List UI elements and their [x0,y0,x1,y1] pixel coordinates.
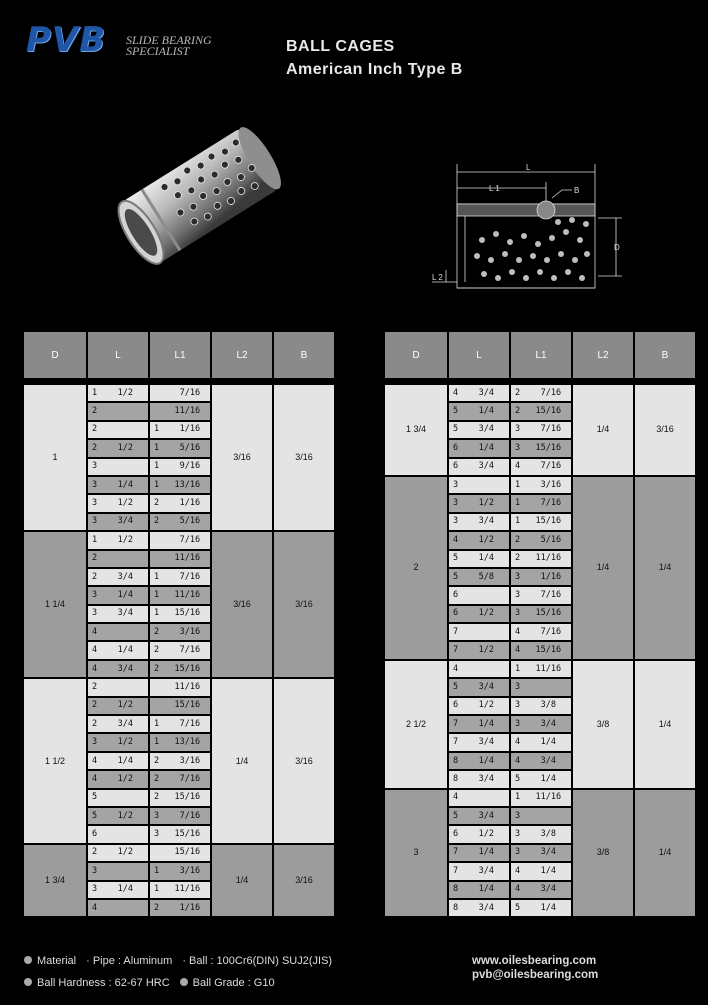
cell-l: 5 3/4 [449,422,509,438]
cell-l2: 1/4 [212,679,272,843]
cell-l: 4 3/4 [88,661,148,677]
label-B: B [574,186,580,195]
cell-l1: 1 3/16 [511,477,571,493]
material-info [24,950,332,994]
cell-l1: 4 7/16 [511,624,571,640]
logo-text: PVB [26,20,107,60]
page-subtitle: American Inch Type B [286,61,463,78]
cell-l: 7 [449,624,509,640]
cell-l2: 3/16 [212,532,272,677]
cell-l1: 2 15/16 [511,403,571,419]
cell-l1: 2 3/16 [150,753,210,769]
column-header-l: L [449,332,509,378]
column-header-b: B [635,332,695,378]
cell-l: 6 1/2 [449,606,509,622]
cell-d: 2 1/2 [385,661,447,788]
dimension-diagram [432,160,632,300]
cell-l1: 1 3/16 [150,863,210,879]
label-L1: L 1 [489,184,500,193]
table-row [385,477,695,493]
cell-d: 1 [24,385,86,530]
cell-l1: 3 7/16 [511,587,571,603]
cell-d: 1 1/4 [24,532,86,677]
cell-l1: 4 15/16 [511,642,571,658]
cell-l: 4 1/2 [449,532,509,548]
cell-b: 3/16 [274,679,334,843]
column-header-d: D [24,332,86,378]
cell-l: 2 [88,679,148,695]
cell-d: 1 3/4 [24,845,86,917]
cell-l1: 4 1/4 [511,863,571,879]
cell-l1: 1 11/16 [150,587,210,603]
cell-l: 8 3/4 [449,771,509,787]
cell-l1: 3 15/16 [150,826,210,842]
email-link[interactable]: pvb@oilesbearing.com [472,969,599,981]
cell-b: 1/4 [635,790,695,917]
cell-l: 3 1/2 [88,734,148,750]
cell-l: 3 1/4 [88,882,148,898]
cell-d: 1 1/2 [24,679,86,843]
cell-l: 8 3/4 [449,900,509,916]
cell-l1: 1 7/16 [150,716,210,732]
cell-l: 2 [88,551,148,567]
cell-l1: 3 1/16 [511,569,571,585]
ball-material: · Ball : 100Cr6(DIN) SUJ2(JIS) [182,955,333,967]
cell-l: 6 1/2 [449,826,509,842]
cell-l1: 2 1/16 [150,900,210,916]
cell-l1: 1 11/16 [511,790,571,806]
label-L2: L 2 [432,273,443,282]
cell-l: 6 3/4 [449,459,509,475]
cell-l1: 2 7/16 [511,385,571,401]
table-row [24,385,334,401]
cell-l: 5 3/4 [449,679,509,695]
cell-l1: 3 3/8 [511,826,571,842]
cell-l1: 15/16 [150,845,210,861]
cell-l: 4 1/4 [88,753,148,769]
cell-l: 5 1/2 [88,808,148,824]
cell-b: 1/4 [635,661,695,788]
row-spacer [24,380,334,383]
cell-l1: 1 7/16 [150,569,210,585]
cell-l: 7 3/4 [449,863,509,879]
column-header-l1: L1 [150,332,210,378]
cell-l: 5 [88,790,148,806]
cell-l: 3 [88,863,148,879]
cell-l2: 1/4 [212,845,272,917]
column-header-l: L [88,332,148,378]
cell-l: 4 1/4 [88,642,148,658]
cell-b: 1/4 [635,477,695,659]
spacer-cell [24,380,334,383]
spec-table-left [22,330,336,918]
cell-l: 7 1/4 [449,845,509,861]
column-header-l1: L1 [511,332,571,378]
cell-l1: 11/16 [150,403,210,419]
cell-l1: 5 1/4 [511,771,571,787]
cell-l: 4 3/4 [449,385,509,401]
cell-l: 6 1/2 [449,698,509,714]
table-row [24,845,334,861]
cell-b: 3/16 [635,385,695,475]
cell-d: 1 3/4 [385,385,447,475]
cell-l1: 2 11/16 [511,551,571,567]
bullet-icon [180,978,188,986]
cell-l1: 11/16 [150,679,210,695]
cell-l2: 3/16 [212,385,272,530]
cell-l: 4 [449,790,509,806]
cell-l: 5 5/8 [449,569,509,585]
bullet-icon [24,978,32,986]
ball-cage-photo [92,112,292,282]
cell-l1: 3 15/16 [511,606,571,622]
column-header-d: D [385,332,447,378]
cell-l: 2 3/4 [88,569,148,585]
cell-l1: 2 15/16 [150,790,210,806]
cell-l: 3 1/4 [88,477,148,493]
cell-l1: 4 3/4 [511,882,571,898]
cell-l1: 3 7/16 [150,808,210,824]
cell-l1: 4 1/4 [511,734,571,750]
cell-l: 3 1/2 [449,495,509,511]
spacer-cell [385,380,695,383]
cell-l: 2 1/2 [88,698,148,714]
cell-l1: 3 7/16 [511,422,571,438]
ball-hardness: Ball Hardness : 62-67 HRC [37,977,170,989]
page-title: BALL CAGES [286,38,395,55]
cell-l: 3 3/4 [449,514,509,530]
spec-table-right [383,330,697,918]
cell-l: 7 1/4 [449,716,509,732]
cell-b: 3/16 [274,532,334,677]
cell-l: 3 3/4 [88,514,148,530]
cell-l1: 1 7/16 [511,495,571,511]
table-row [24,532,334,548]
label-L: L [526,163,531,172]
cell-l: 5 3/4 [449,808,509,824]
cell-l1: 3 [511,808,571,824]
cell-l1: 3 [511,679,571,695]
cell-l2: 1/4 [573,385,633,475]
cell-b: 3/16 [274,385,334,530]
cell-l1: 7/16 [150,385,210,401]
cell-l: 3 [88,459,148,475]
table-header [24,332,334,378]
cell-l1: 3 3/4 [511,716,571,732]
cell-l1: 1 15/16 [150,606,210,622]
material-label: Material [37,955,77,967]
table-row [385,790,695,806]
bullet-icon [24,956,32,964]
table-row [385,385,695,401]
cell-l: 3 1/2 [88,495,148,511]
column-header-l2: L2 [573,332,633,378]
cell-l: 2 1/2 [88,845,148,861]
label-D: D [614,243,620,252]
cell-l: 3 1/4 [88,587,148,603]
cell-l1: 4 3/4 [511,753,571,769]
cell-l1: 1 13/16 [150,477,210,493]
cell-l: 2 [88,403,148,419]
cell-l: 2 [88,422,148,438]
ball-grade: Ball Grade : G10 [192,977,275,989]
column-header-b: B [274,332,334,378]
cell-l1: 1 1/16 [150,422,210,438]
cell-l: 8 1/4 [449,882,509,898]
cell-l1: 2 15/16 [150,661,210,677]
cell-l1: 2 1/16 [150,495,210,511]
cell-b: 3/16 [274,845,334,917]
cell-l: 6 [88,826,148,842]
cell-l: 4 [88,624,148,640]
cell-l: 7 3/4 [449,734,509,750]
cell-l: 8 1/4 [449,753,509,769]
logo-tagline [126,35,212,57]
brand-logo [26,20,236,68]
table-header [385,332,695,378]
cell-l1: 3 3/4 [511,845,571,861]
cell-l1: 1 11/16 [511,661,571,677]
cell-l1: 3 15/16 [511,440,571,456]
tagline-line1: SLIDE BEARING [126,33,212,47]
cell-d: 2 [385,477,447,659]
material-line [24,950,332,972]
cell-d: 3 [385,790,447,917]
cell-l: 6 [449,587,509,603]
cell-l: 7 1/2 [449,642,509,658]
cell-l1: 1 5/16 [150,440,210,456]
cell-l1: 3 3/8 [511,698,571,714]
row-spacer [385,380,695,383]
tagline-line2: SPECIALIST [126,44,190,58]
cell-l: 2 3/4 [88,716,148,732]
cell-l: 3 3/4 [88,606,148,622]
cell-l: 5 1/4 [449,551,509,567]
cell-l1: 2 3/16 [150,624,210,640]
table-row [385,661,695,677]
cell-l: 1 1/2 [88,532,148,548]
cell-l1: 7/16 [150,532,210,548]
cell-l2: 3/8 [573,790,633,917]
cell-l1: 2 7/16 [150,642,210,658]
cell-l2: 1/4 [573,477,633,659]
cell-l1: 1 11/16 [150,882,210,898]
cell-l: 4 1/2 [88,771,148,787]
cell-l1: 15/16 [150,698,210,714]
cell-l1: 4 7/16 [511,459,571,475]
cell-l: 5 1/4 [449,403,509,419]
cell-l1: 11/16 [150,551,210,567]
table-row [24,679,334,695]
cell-l: 4 [449,661,509,677]
cell-l1: 2 5/16 [150,514,210,530]
column-header-l2: L2 [212,332,272,378]
hardness-line [24,972,332,994]
cell-l: 2 1/2 [88,440,148,456]
cell-l1: 1 13/16 [150,734,210,750]
cell-l1: 1 9/16 [150,459,210,475]
cell-l1: 1 15/16 [511,514,571,530]
cell-l: 1 1/2 [88,385,148,401]
cell-l: 3 [449,477,509,493]
cell-l1: 5 1/4 [511,900,571,916]
pipe-material: · Pipe : Aluminum [86,955,173,967]
cell-l: 4 [88,900,148,916]
cell-l1: 2 5/16 [511,532,571,548]
cell-l2: 3/8 [573,661,633,788]
cell-l: 6 1/4 [449,440,509,456]
contact-info [472,954,598,982]
cell-l1: 2 7/16 [150,771,210,787]
website-link[interactable]: www.oilesbearing.com [472,955,597,967]
